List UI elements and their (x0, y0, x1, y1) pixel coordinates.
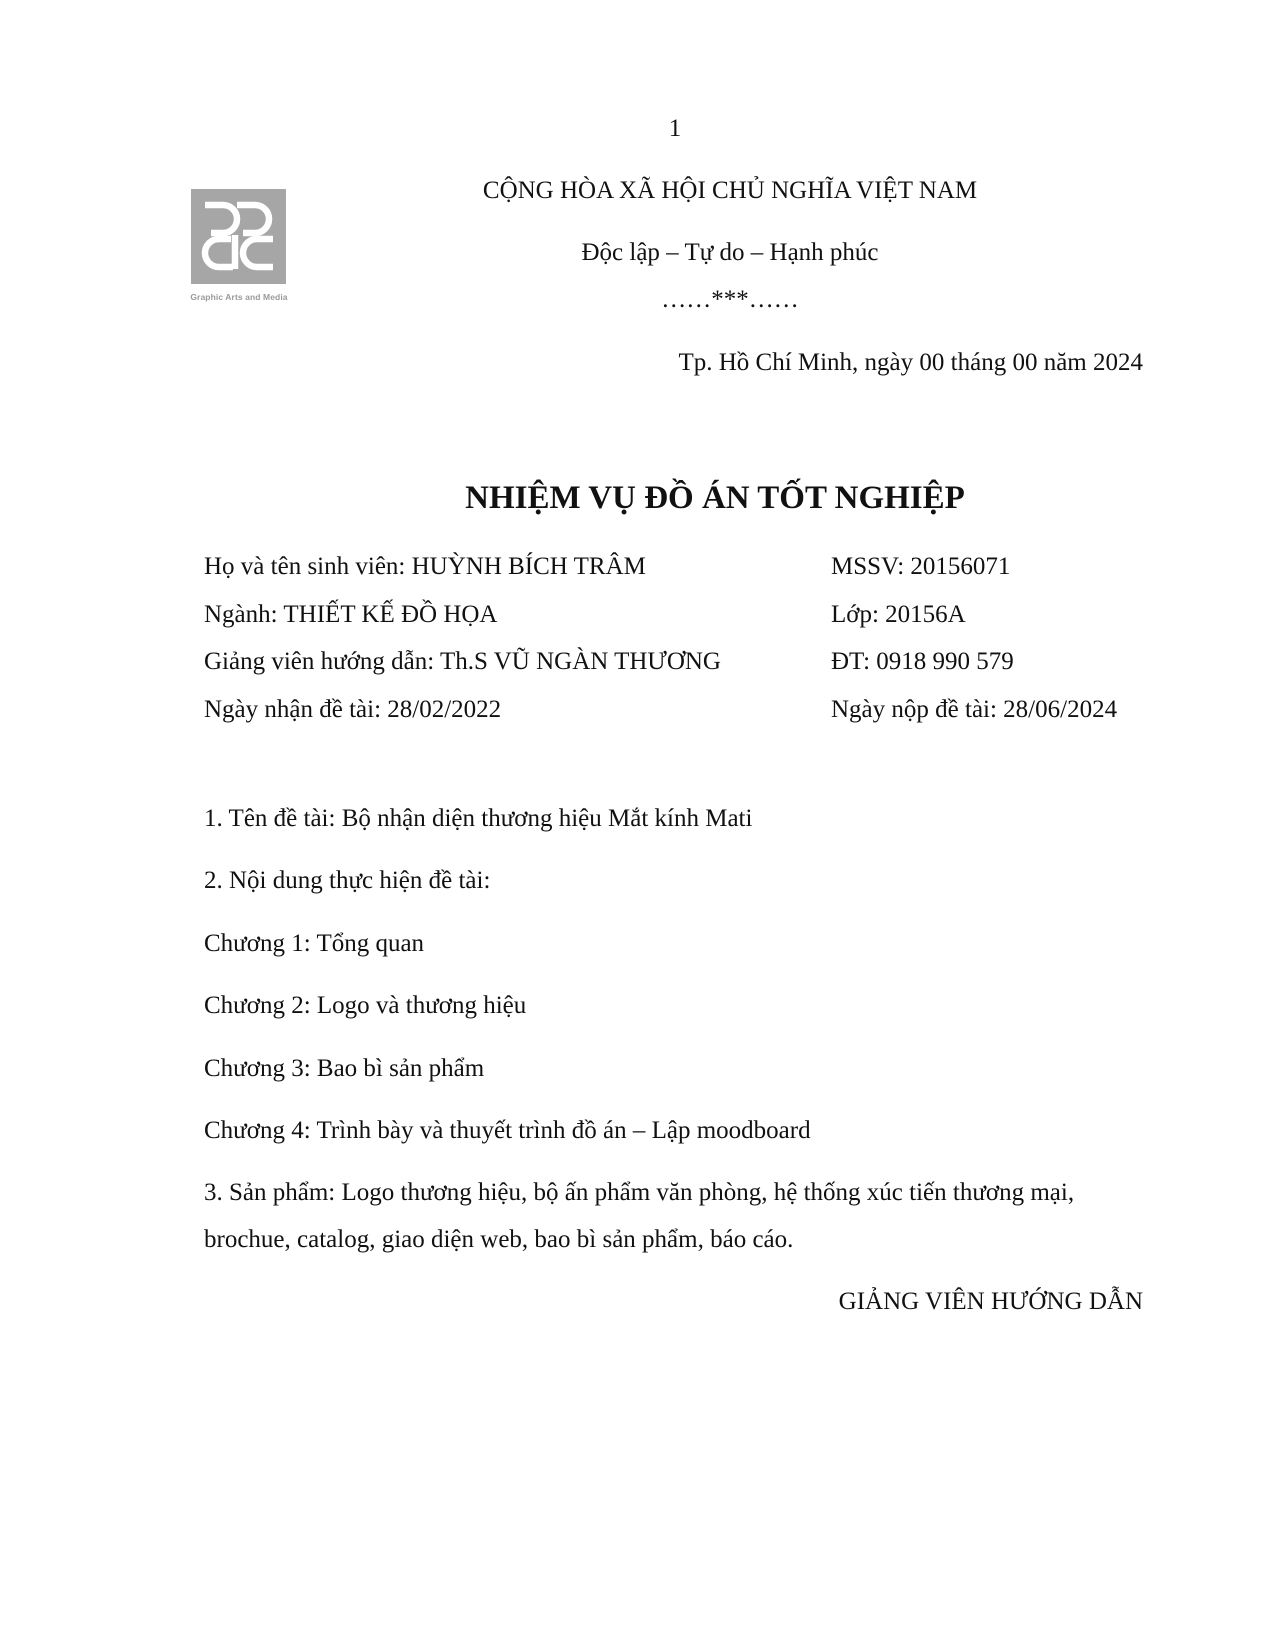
student-id: MSSV: 20156071 (831, 553, 1011, 580)
list-item: Chương 1: Tổng quan (204, 930, 425, 957)
products-line-1: 3. Sản phẩm: Logo thương hiệu, bộ ấn phẩm văn phòng, hệ thống xúc tiến thương mại, (204, 1179, 1075, 1206)
major: Ngành: THIẾT KẾ ĐỒ HỌA (204, 601, 498, 628)
school-logo (191, 189, 286, 284)
tasks-heading: 2. Nội dung thực hiện đề tài: (204, 867, 491, 894)
student-name: Họ và tên sinh viên: HUỲNH BÍCH TRÂM (204, 553, 646, 580)
national-motto: Độc lập – Tự do – Hạnh phúc (581, 239, 879, 266)
signature-label: GIẢNG VIÊN HƯỚNG DẪN (838, 1288, 1143, 1315)
advisor: Giảng viên hướng dẫn: Th.S VŨ NGÀN THƯƠNG (204, 648, 721, 675)
page-number: 1 (668, 115, 682, 142)
document-title: NHIỆM VỤ ĐỒ ÁN TỐT NGHIỆP (465, 480, 965, 516)
list-item: Chương 3: Bao bì sản phẩm (204, 1055, 485, 1082)
logo-mark-icon (191, 189, 286, 284)
class: Lớp: 20156A (831, 601, 966, 628)
products-line-2: brochue, catalog, giao diện web, bao bì sản phẩm, báo cáo. (204, 1226, 794, 1253)
list-item: Chương 2: Logo và thương hiệu (204, 992, 527, 1019)
topic: 1. Tên đề tài: Bộ nhận diện thương hiệu Mắt kính Mati (204, 805, 753, 832)
national-title: CỘNG HÒA XÃ HỘI CHỦ NGHĨA VIỆT NAM (482, 177, 978, 204)
received-date: Ngày nhận đề tài: 28/02/2022 (204, 696, 502, 723)
list-item: Chương 4: Trình bày và thuyết trình đồ án – Lập moodboard (204, 1117, 811, 1144)
header-separator: ……***…… (661, 286, 799, 313)
phone: ĐT: 0918 990 579 (831, 648, 1014, 675)
place-date: Tp. Hồ Chí Minh, ngày 00 tháng 00 năm 2024 (678, 349, 1143, 376)
logo-caption: Graphic Arts and Media (190, 292, 288, 302)
submit-date: Ngày nộp đề tài: 28/06/2024 (831, 696, 1118, 723)
